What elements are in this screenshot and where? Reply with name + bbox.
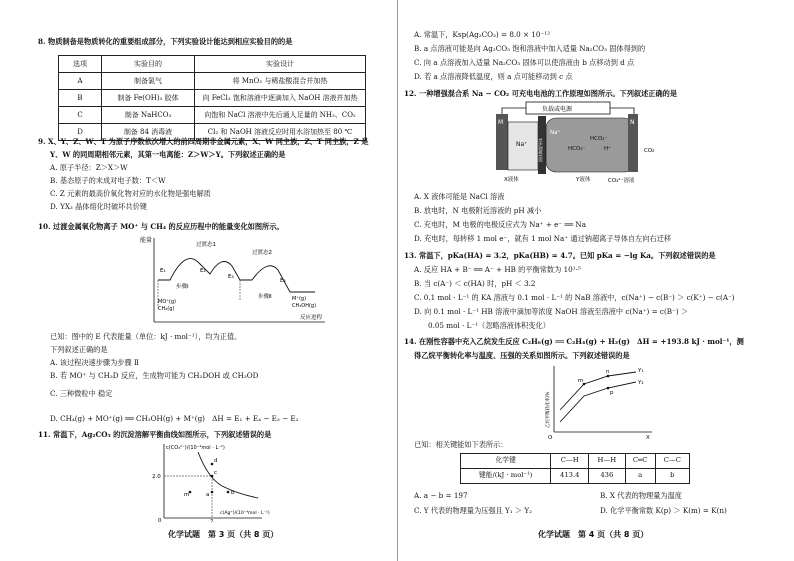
table-row xyxy=(59,73,366,90)
point-a-label: a xyxy=(206,492,210,498)
q11-option-b: B. a 点溶液可能是向 Ag₂CO₃ 饱和溶液中加入适量 Na₂CO₃ 固体得到的 xyxy=(414,44,646,53)
x-axis-label: c(Ag⁺)/(10⁻⁴mol · L⁻¹) xyxy=(220,511,270,516)
q9-option-d: D. YX₃ 晶体熔化时破坏共价键 xyxy=(50,202,147,211)
table-row xyxy=(461,469,690,484)
y-liquid-label: Y液体 xyxy=(576,177,591,183)
q12-option-a: A. X 液体可能是 NaCl 溶液 xyxy=(414,192,505,201)
q8-table xyxy=(58,55,366,141)
point-m-label: m xyxy=(578,378,584,384)
table-cell: Cl₂ 和 NaOH 溶液反应时用水浴加热至 80 ℃ xyxy=(195,124,366,141)
table-header: 选项 xyxy=(59,56,102,73)
table-row xyxy=(59,107,366,124)
q13-option-a: A. 反应 HA + B⁻ ══ A⁻ + HB 的平衡常数为 10¹·⁵ xyxy=(414,265,581,274)
electrode-n-label: N xyxy=(630,119,635,126)
table-header: C—C xyxy=(655,454,689,469)
x-liquid-label: X液体 xyxy=(504,177,519,183)
point-d xyxy=(211,463,214,466)
q11-option-d: D. 若 a 点溶液降低温度，则 a 点可能移动到 c 点 xyxy=(414,72,573,81)
table-cell: 制备 NaHCO₃ xyxy=(102,107,195,124)
e4-label: E₄ xyxy=(280,278,286,284)
ts1-label: 过渡态1 xyxy=(196,242,216,248)
table-cell: B xyxy=(59,90,102,107)
table-cell: 制备 84 消毒液 xyxy=(102,124,195,141)
q12-option-c: C. 充电时，M 电极的电极反应式为 Na⁺ + e⁻ ══ Na xyxy=(414,220,586,229)
q13-stem: 13. 常温下，pKa(HA) = 3.2，pKa(HB) = 4.7。已知 pKa = −lg Ka。下列叙述错误的是 xyxy=(404,251,716,260)
load-or-source-label: 负载或电源 xyxy=(542,106,573,113)
progress-axis-label: 反应进程 xyxy=(300,315,323,321)
q11-option-c: C. 向 a 点溶液加入适量 Na₂CO₃ 固体可以使溶液由 b 点移动到 d 点 xyxy=(414,58,635,67)
table-header: C═C xyxy=(625,454,655,469)
point-b-label: b xyxy=(231,490,235,496)
na-ion-right: Na⁺ xyxy=(550,130,561,136)
q10-energy-diagram xyxy=(140,232,340,328)
point-a xyxy=(211,491,214,494)
q13-option-b: B. 当 c(A⁻) ＜ c(HA) 时，pH ＜ 3.2 xyxy=(414,279,536,288)
table-cell: 制备氯气 xyxy=(102,73,195,90)
q9-option-c: C. Z 元素的最高价氧化物对应的水化物是强电解质 xyxy=(50,189,211,198)
point-b xyxy=(227,491,230,494)
table-cell: b xyxy=(655,469,689,484)
table-cell: C xyxy=(59,107,102,124)
bond-energy-table xyxy=(460,453,690,484)
q14-conversion-chart xyxy=(540,362,660,440)
table-cell: D xyxy=(59,124,102,141)
table-cell: a xyxy=(625,469,655,484)
table-header: 化学键 xyxy=(461,454,551,469)
y-tick-2: 2.0 xyxy=(152,474,161,480)
m-plus-label: M⁺(g) xyxy=(292,296,307,302)
y-axis-label: c(CO₃²⁻)/(10⁻⁴mol · L⁻¹) xyxy=(166,445,225,451)
series-y2-label: Y₂ xyxy=(638,380,644,386)
q11-stem: 11. 常温下，Ag₂CO₃ 的沉淀溶解平衡曲线如图所示，下列叙述错误的是 xyxy=(38,430,272,439)
point-p-label: p xyxy=(610,390,614,396)
right-page-footer: 化学试题 第 4 页（共 8 页） xyxy=(538,530,649,539)
e3-label: E₃ xyxy=(228,274,234,280)
q12-option-d: D. 充电时，每转移 1 mol e⁻，就有 1 mol Na⁺ 通过钠超离子导体自左向右迁移 xyxy=(414,234,672,243)
point-m-label: m xyxy=(184,492,190,498)
table-cell: 键能/(kJ · mol⁻¹) xyxy=(461,469,551,484)
table-header-row xyxy=(461,454,690,469)
q13-option-d: D. 向 0.1 mol · L⁻¹ HB 溶液中滴加等浓度 NaOH 溶液至溶液中 c(Na⁺) = c(B⁻) ＞ xyxy=(414,307,689,316)
q11-solubility-chart xyxy=(150,440,270,522)
step1-label: 步骤Ⅰ xyxy=(176,284,189,290)
e2-label: E₂ xyxy=(200,268,206,274)
energy-axis-label: 能量 xyxy=(140,237,153,244)
point-c xyxy=(211,475,214,478)
point-n xyxy=(607,375,610,378)
ch4-label: CH₄(g) xyxy=(158,306,175,312)
q14-option-d: D. 化学平衡常数 K(p) ＞ K(m) = K(n) xyxy=(600,506,727,515)
table-header: H—H xyxy=(589,454,626,469)
q10-note: 已知：图中的 E 代表能量（单位：kJ · mol⁻¹），均为正值。 xyxy=(50,332,242,341)
electrode-m-label: M xyxy=(498,119,504,126)
q14-note: 已知：相关键能如下表所示： xyxy=(414,440,508,449)
origin-label: O xyxy=(548,435,553,440)
q10-ask: 下列叙述正确的是 xyxy=(50,345,108,354)
q14-option-c: C. Y 代表的物理量为压强且 Y₁ ＞ Y₂ xyxy=(414,506,533,515)
series-y2 xyxy=(560,382,636,422)
carbonate-solution-label: CO₃²⁻溶液 xyxy=(608,178,635,184)
step2-label: 步骤Ⅱ xyxy=(258,294,272,300)
table-header-row xyxy=(59,56,366,73)
point-p xyxy=(607,387,610,390)
h-ion: H⁺ xyxy=(604,146,612,152)
point-n-label: n xyxy=(606,369,610,375)
ch3oh-label: CH₃OH(g) xyxy=(292,303,317,309)
q9-option-a: A. 原子半径：Z＞X＞W xyxy=(50,163,128,172)
q10-option-a: A. 该过程决速步骤为步骤 Ⅱ xyxy=(50,358,139,367)
origin-label: 0 xyxy=(158,518,162,522)
hco3-ion-1: HCO₃⁻ xyxy=(568,146,586,152)
q10-stem: 10. 过渡金属氧化物离子 MO⁺ 与 CH₄ 的反应历程中的能量变化如图所示。 xyxy=(38,222,284,231)
table-header: 实验设计 xyxy=(195,56,366,73)
q11-option-a: A. 常温下，Ksp(Ag₂CO₃) = 8.0 × 10⁻¹² xyxy=(414,30,551,39)
q10-option-c: C. 三种微粒中 稳定 xyxy=(50,389,113,398)
point-d-label: d xyxy=(214,458,218,464)
table-cell: A xyxy=(59,73,102,90)
q12-stem: 12. 一种增强混合系 Na − CO₂ 可充电电池的工作原理如图所示。下列叙述正确的是 xyxy=(404,89,678,98)
e1-label: E₁ xyxy=(160,268,166,274)
q9-stem-line2: Y、W 的同周期相邻元素，其第一电离能：Z＞W＞Y。下列叙述正确的是 xyxy=(50,150,286,159)
q12-option-b: B. 放电时，N 电极附近溶液的 pH 减小 xyxy=(414,206,542,215)
q14-stem-line2: 得乙烷平衡转化率与温度、压强的关系如图所示。下列叙述错误的是 xyxy=(414,351,630,360)
y-liquid-chamber xyxy=(546,118,634,172)
x-tick-2: 2 xyxy=(210,519,214,522)
table-cell: 413.4 xyxy=(551,469,589,484)
q14-option-a: A. a − b = 197 xyxy=(414,491,468,500)
table-cell: 436 xyxy=(589,469,626,484)
q10-option-d: D. CH₄(g) + MO⁺(g) ══ CH₃OH(g) + M⁺(g) ΔH = E₁ + E₄ − E₃ − E₂ xyxy=(50,414,299,423)
q13-option-c: C. 0.1 mol · L⁻¹ 的 KA 溶液与 0.1 mol · L⁻¹ 的 NaB 溶液中，c(Na⁺) − c(B⁻) ＞ c(K⁺) − c(A⁻) xyxy=(414,293,735,302)
x-axis-label: X xyxy=(646,435,650,440)
q14-option-b: B. X 代表的物理量为温度 xyxy=(600,491,682,500)
mo-label: MO⁺(g) xyxy=(158,299,176,305)
ts2-label: 过渡态2 xyxy=(252,250,272,256)
co2-label: CO₂ xyxy=(644,148,655,154)
q9-option-b: B. 基态原子的未成对电子数：T＜W xyxy=(50,176,166,185)
point-c-label: c xyxy=(214,470,218,476)
y-axis-label: 乙烷平衡转化率/% xyxy=(546,391,551,428)
table-header: 实验目的 xyxy=(102,56,195,73)
table-header: C—H xyxy=(551,454,589,469)
q13-option-d-cont: 0.05 mol · L⁻¹（忽略溶液体积变化） xyxy=(428,321,550,330)
ceramic-label: 固体陶瓷导体 xyxy=(538,138,543,162)
table-cell: 向 FeCl₃ 饱和溶液中逐滴加入 NaOH 溶液并加热 xyxy=(195,90,366,107)
table-cell: 将 MnO₂ 与稀盐酸混合并加热 xyxy=(195,73,366,90)
table-cell: 制备 Fe(OH)₃ 胶体 xyxy=(102,90,195,107)
q8-stem: 8. 物质制备是物质转化的重要组成部分，下列实验设计能达到相应实验目的的是 xyxy=(38,37,293,46)
table-cell: 向饱和 NaCl 溶液中先后通人足量的 NH₃、CO₂ xyxy=(195,107,366,124)
table-row xyxy=(59,90,366,107)
q12-battery-diagram xyxy=(486,100,662,186)
q10-option-b: B. 若 MO⁺ 与 CH₃D 反应，生成物可能为 CH₂DOH 或 CH₃OD xyxy=(50,371,259,380)
q9-stem-line1: 9. X、Y、Z、W、T 为原子序数依次增大的前四周期非金属元素，X、W 同主族，Z、T 同主族，Z 是 xyxy=(38,137,369,146)
na-ion-left: Na⁺ xyxy=(516,141,528,148)
hco3-ion-2: HCO₃⁻ xyxy=(590,136,608,142)
left-page-footer: 化学试题 第 3 页（共 8 页） xyxy=(168,530,279,539)
series-y1-label: Y₁ xyxy=(638,368,644,374)
q14-stem-line1: 14. 在刚性容器中充入乙烷发生反应 C₂H₆(g) ══ C₂H₄(g) + H₂(g) ΔH = +193.8 kJ · mol⁻¹，测 xyxy=(404,337,744,346)
